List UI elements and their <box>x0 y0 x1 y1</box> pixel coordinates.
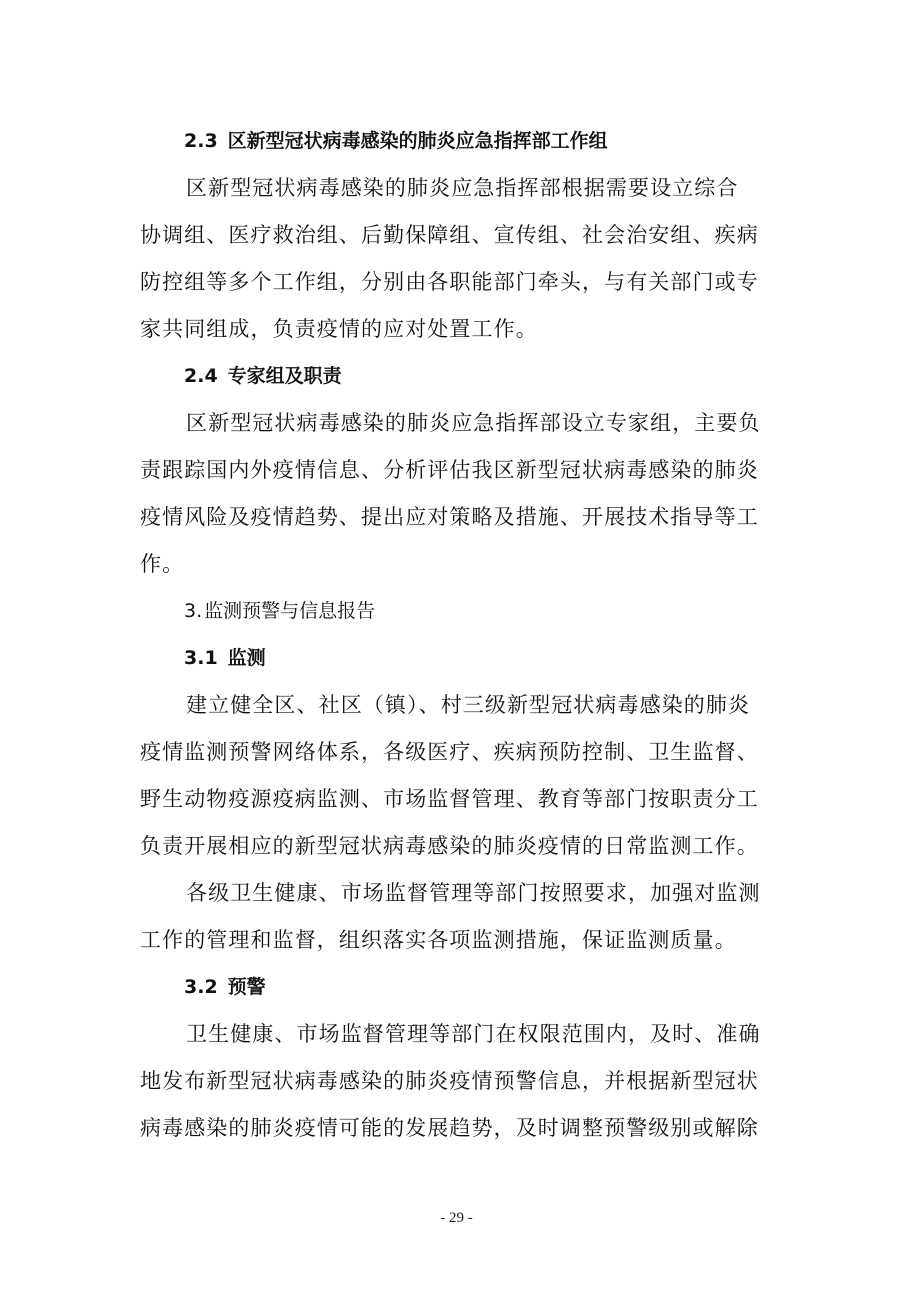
section-heading-3 <box>140 588 780 635</box>
text-line: 疫情风险及疫情趋势、提出应对策略及措施、开展技术指导等工 <box>140 505 759 529</box>
text-line: 协调组、医疗救治组、后勤保障组、宣传组、社会治安组、疾病 <box>140 223 759 247</box>
page-number: - 29 - <box>440 1210 473 1226</box>
text-line: 工作的管理和监督，组织落实各项监测措施，保证监测质量。 <box>140 928 737 952</box>
text-line: 建立健全区、社区（镇）、村三级新型冠状病毒感染的肺炎 <box>186 693 751 717</box>
paragraph-3-2 <box>140 1011 780 1152</box>
paragraph-3-1-a <box>140 682 780 870</box>
text-line: 地发布新型冠状病毒感染的肺炎疫情预警信息，并根据新型冠状 <box>140 1069 759 1093</box>
section-number: 3. <box>184 600 203 622</box>
section-heading-3-2 <box>140 964 780 1011</box>
text-line: 负责开展相应的新型冠状病毒感染的肺炎疫情的日常监测工作。 <box>140 834 759 858</box>
text-line: 家共同组成，负责疫情的应对处置工作。 <box>140 317 538 341</box>
section-heading-3-1 <box>140 635 780 682</box>
text-line: 责跟踪国内外疫情信息、分析评估我区新型冠状病毒感染的肺炎 <box>140 458 759 482</box>
text-line: 防控组等多个工作组，分别由各职能部门牵头，与有关部门或专 <box>140 270 759 294</box>
text-line: 区新型冠状病毒感染的肺炎应急指挥部根据需要设立综合 <box>186 176 739 200</box>
section-number: 3.2 <box>184 976 218 998</box>
section-title: 专家组及职责 <box>227 365 342 387</box>
paragraph-2-4 <box>140 400 780 588</box>
section-heading-2-4 <box>140 353 780 400</box>
section-number: 2.4 <box>184 365 218 387</box>
section-title: 区新型冠状病毒感染的肺炎应急指挥部工作组 <box>227 130 608 152</box>
text-line: 作。 <box>140 552 185 576</box>
text-line: 野生动物疫源疫病监测、市场监督管理、教育等部门按职责分工 <box>140 787 759 811</box>
section-number: 3.1 <box>184 647 218 669</box>
text-line: 各级卫生健康、市场监督管理等部门按照要求，加强对监测 <box>186 881 761 905</box>
section-number: 2.3 <box>184 130 218 152</box>
paragraph-3-1-b <box>140 870 780 964</box>
text-line: 区新型冠状病毒感染的肺炎应急指挥部设立专家组，主要负 <box>186 411 761 435</box>
page-body <box>140 118 780 1152</box>
section-title: 监测 <box>227 647 266 669</box>
section-title: 监测预警与信息报告 <box>204 600 376 622</box>
text-line: 卫生健康、市场监督管理等部门在权限范围内，及时、准确 <box>186 1022 761 1046</box>
section-heading-2-3 <box>140 118 780 165</box>
section-title: 预警 <box>227 976 266 998</box>
paragraph-2-3 <box>140 165 780 353</box>
text-line: 疫情监测预警网络体系，各级医疗、疾病预防控制、卫生监督、 <box>140 740 759 764</box>
text-line: 病毒感染的肺炎疫情可能的发展趋势，及时调整预警级别或解除 <box>140 1116 759 1140</box>
